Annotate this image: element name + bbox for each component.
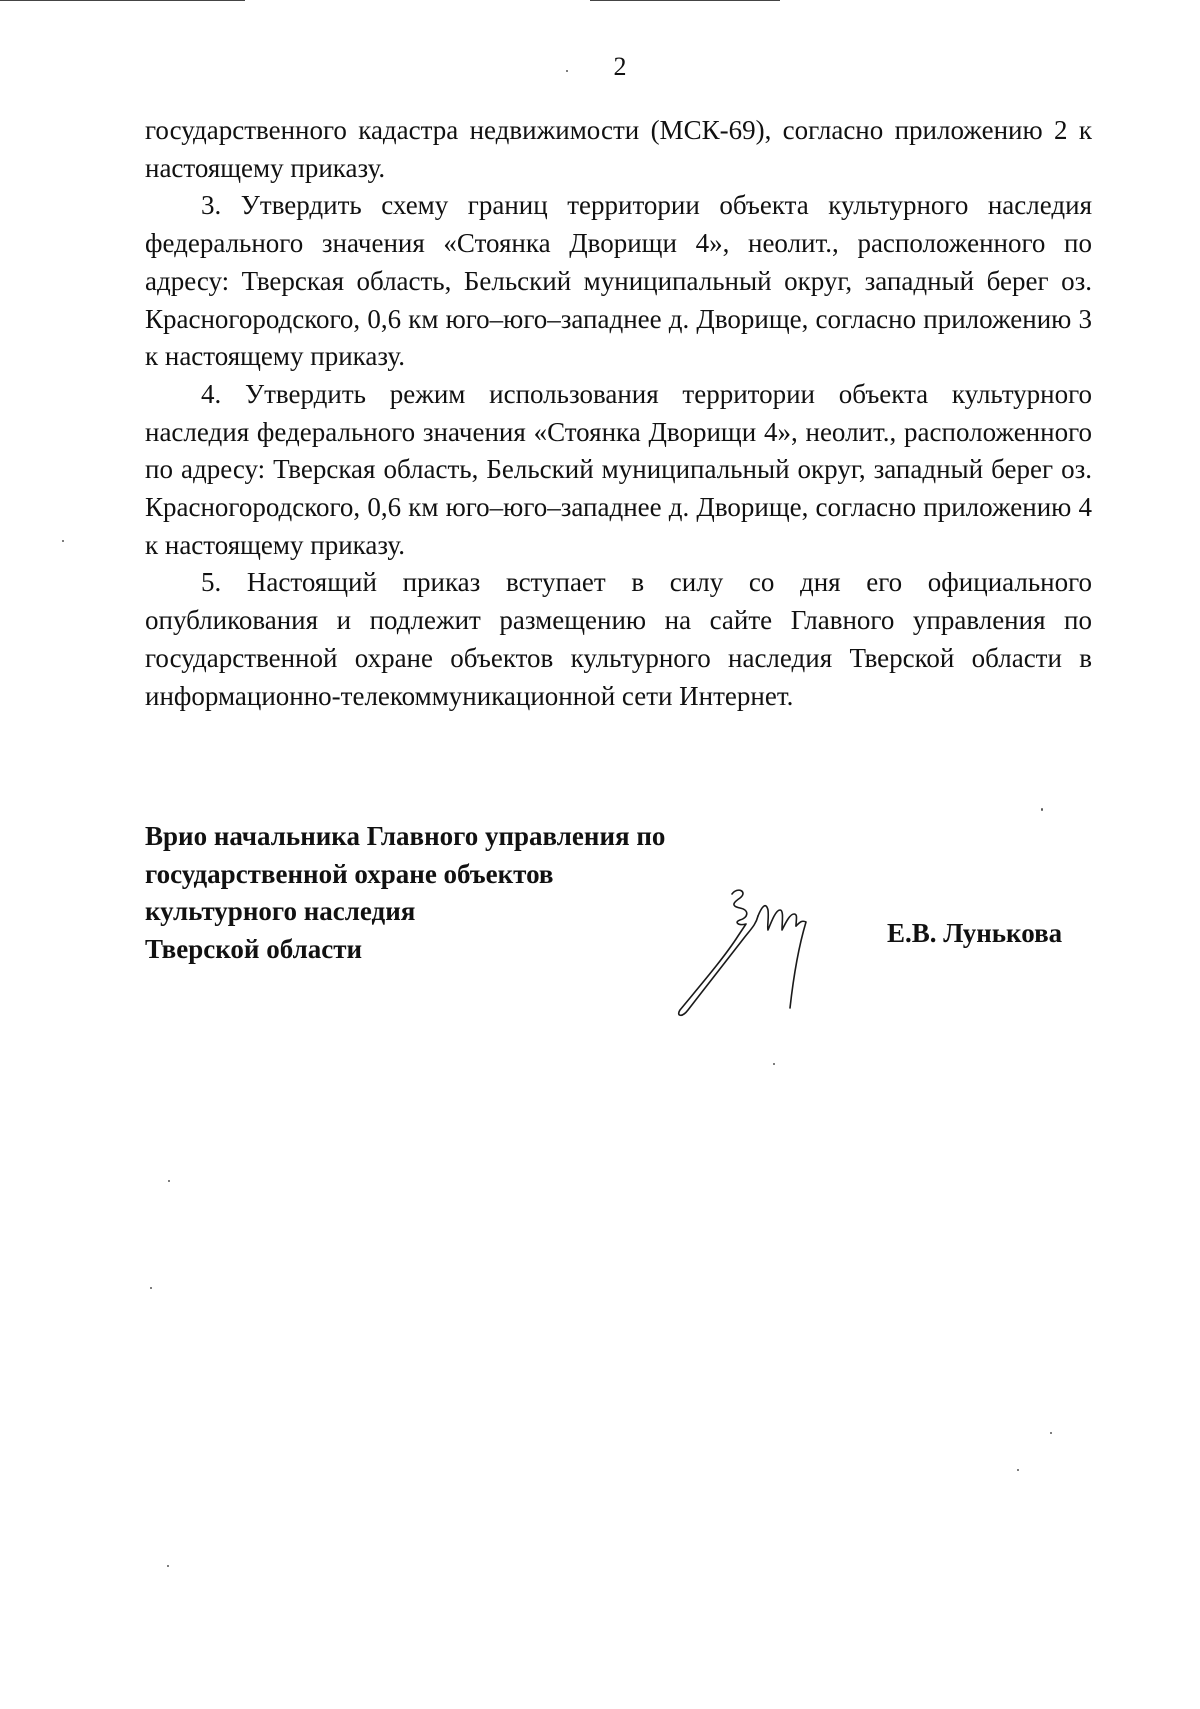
scan-speck — [1017, 1469, 1019, 1471]
scan-speck — [566, 70, 568, 72]
signer-name: Е.В. Лунькова — [887, 918, 1063, 948]
scan-speck — [168, 1180, 170, 1182]
paragraph-item-5: 5. Настоящий приказ вступает в силу со дня его официального опубликования и подлежит размещению на сайте Главного управления по государственной охране объектов культурного наследия Тверской области в информационно-телекоммуникационной сети Интернет. — [145, 567, 1092, 711]
signatory-title-line: Тверской области — [145, 933, 363, 964]
scan-speck — [1050, 1432, 1052, 1434]
paragraph-item-4: 4. Утвердить режим использования территории объекта культурного наследия федерального значения «Стоянка Дворищи 4», неолит., расположенного по адресу: Тверская область, Бельский муниципальный округ, западный берег оз. Красногородского, 0,6 км юго–юго–западнее д. Дворище, согласно приложению 4 к настоящему приказу. — [145, 378, 1092, 560]
signatory-title — [145, 818, 665, 968]
paragraph-continuation: государственного кадастра недвижимости (МСК-69), согласно приложению 2 к настоящему приказу. — [145, 115, 1092, 183]
signatory-title-line: государственной охране объектов — [145, 858, 554, 889]
page-number: 2 — [613, 52, 627, 81]
scan-speck — [773, 1063, 775, 1065]
scan-speck — [167, 1565, 169, 1567]
scan-edge-line-right — [590, 0, 780, 1]
paragraph-item-3: 3. Утвердить схему границ территории объекта культурного наследия федерального значения «Стоянка Дворищи 4», неолит., расположенного по адресу: Тверская область, Бельский муниципальный округ, западный берег оз. Красногородского, 0,6 км юго–юго–западнее д. Дворище, согласно приложению 3 к настоящему приказу. — [145, 190, 1092, 372]
handwritten-signature — [668, 880, 833, 1020]
signatory-title-line: культурного наследия — [145, 896, 416, 926]
document-body — [145, 112, 1092, 715]
scan-speck — [1041, 808, 1043, 811]
scan-speck — [62, 540, 64, 542]
signatory-title-line: Врио начальника Главного управления по — [145, 821, 666, 851]
scan-edge-line-left — [0, 0, 245, 1]
scan-speck — [150, 1287, 152, 1289]
